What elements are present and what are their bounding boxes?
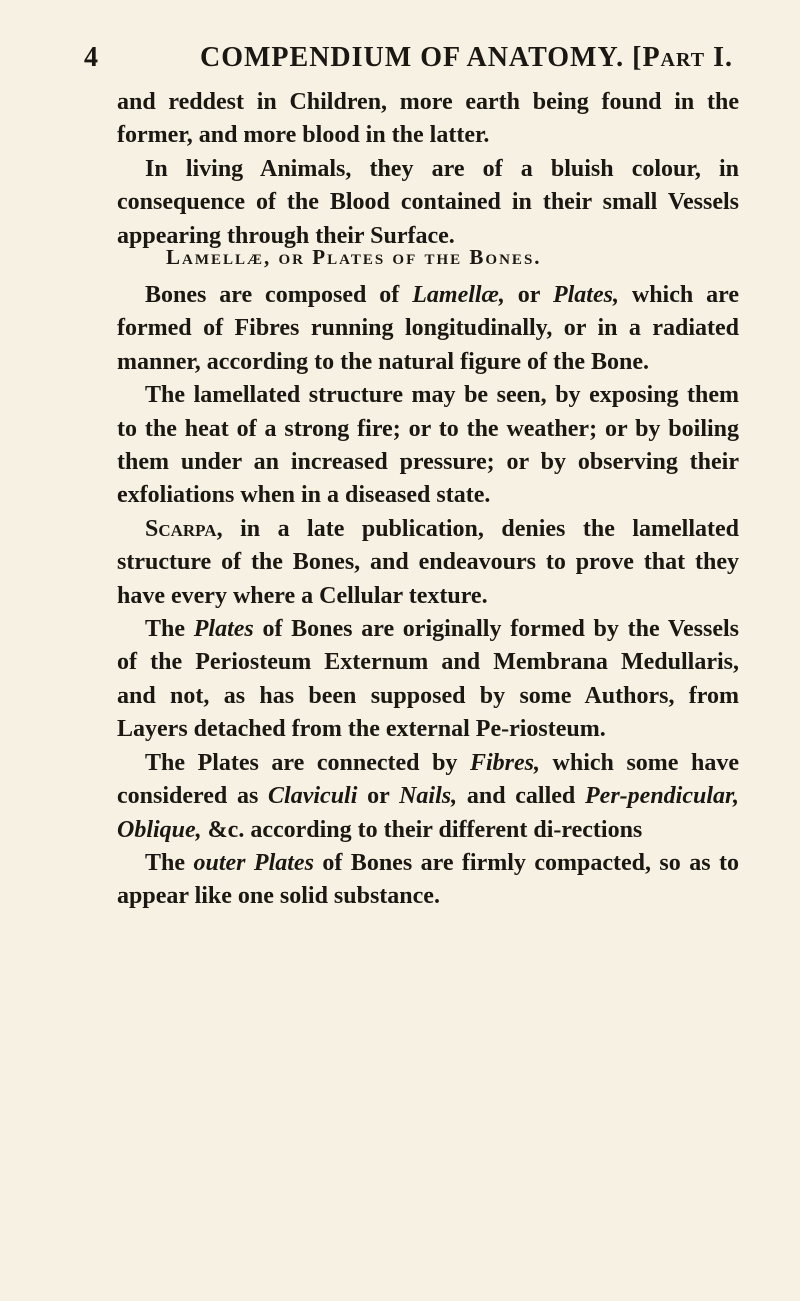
paragraph-plates-connected: The Plates are connected by Fibres, which some have considered as Claviculi or Nails, and called Per-pendicular, Oblique, &c. according to their different di-rections [117,749,740,843]
heading-word-lamellae: Lamellæ, [166,245,272,269]
term-perpendicular-oblique: Per-pendicular, Oblique, [117,783,740,843]
book-title: COMPENDIUM OF ANATOMY. [200,42,625,73]
term-lamellae: Lamellæ, [412,282,505,308]
paragraph-outer-plates: The outer Plates of Bones are firmly compacted, so as to appear like one solid substance. [117,849,740,910]
term-outer-plates: outer Plates [193,849,314,876]
term-claviculi: Claviculi [268,783,358,810]
paragraph-living-animals: In living Animals, they are of a bluish colour, in consequence of the Blood contained in their small Vessels appearing through their Surface. [117,155,739,249]
term-plates: Plates, [552,282,619,308]
opening-paragraphs [117,86,739,253]
paragraph-composition: Bones are composed of Lamellæ, or Plates, which are formed of Fibres running longitudinally, or in a radiated manner, according to the natural figure of the Bone. [117,282,740,375]
page-number: 4 [84,42,98,73]
paragraph-scarpa: Scarpa, in a late publication, denies the lamellated structure of the Bones, and endeavours to prove that they have every where a Cellular texture. [117,515,739,609]
heading-word-or: or [278,245,306,269]
bracket: [ [632,42,643,73]
paragraph-continuation: and reddest in Children, more earth being found in the former, and more blood in the latter. [117,89,739,149]
paragraph-plates-formed: The Plates of Bones are originally formed by the Vessels of the Periosteum Externum and Membrana Medullaris, and not, as has been supposed by some Authors, from Layers detached from the external Pe-riosteum. [117,616,740,743]
part-label: Part I. [642,42,733,73]
term-nails: Nails, [399,783,458,810]
running-head-title [200,42,733,74]
running-header [84,42,744,82]
section-body [117,279,739,914]
paragraph-lamellated-structure: The lamellated structure may be seen, by exposing them to the heat of a strong fire; or to the weather; or by boiling them under an increased pressure; or by observing their exfoliations when in a diseased state. [117,382,739,509]
section-heading [166,245,542,270]
heading-word-plates: Plates of the Bones. [312,245,542,269]
author-scarpa: Scarpa, [145,515,223,542]
term-fibres: Fibres, [469,749,540,776]
term-plates-2: Plates [193,616,254,643]
